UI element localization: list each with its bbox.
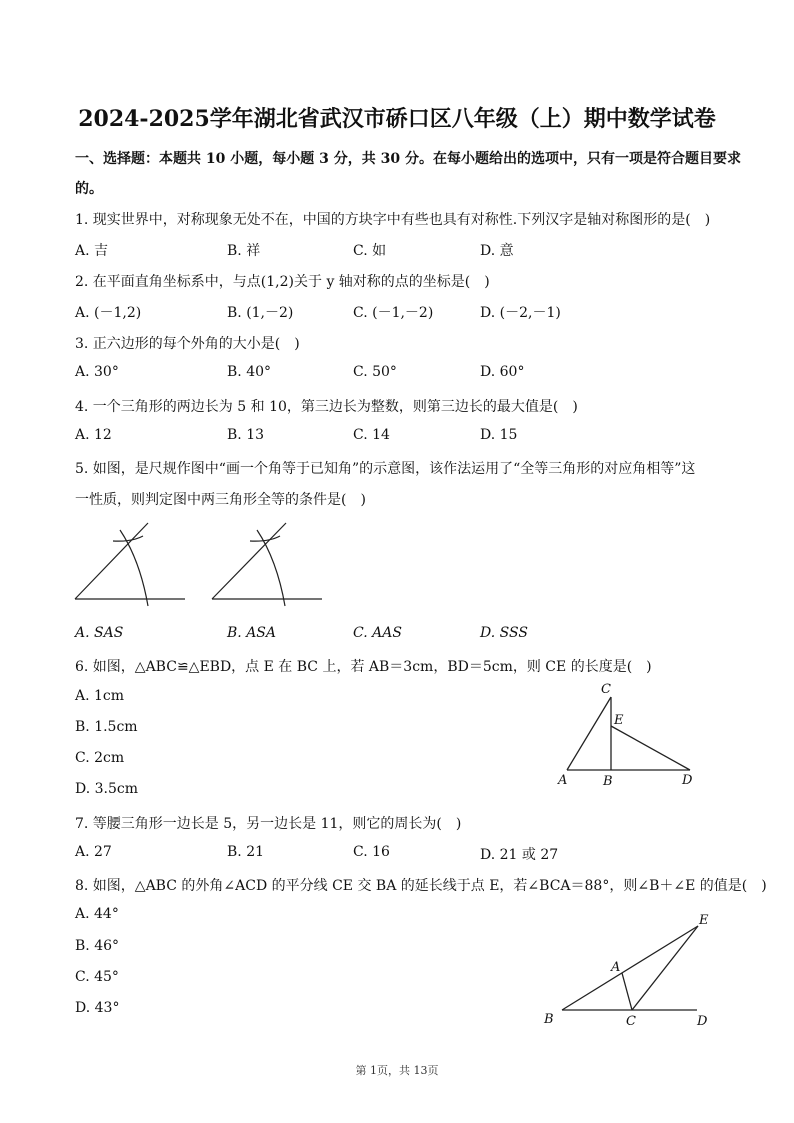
q6-option-c: C. 2cm	[75, 750, 125, 766]
question-5-stem: 5. 如图，是尺规作图中“画一个角等于已知角”的示意图，该作法运用了“全等三角形的对应角相等”这	[75, 461, 696, 477]
question-6-stem: 6. 如图，△ABC≌△EBD，点 E 在 BC 上，若 AB＝3cm，BD＝5cm，则 CE 的长度是( )	[75, 659, 652, 675]
q1-option-a: A. 吉	[75, 243, 109, 259]
q1-option-d: D. 意	[480, 243, 514, 259]
q8-option-a: A. 44°	[75, 906, 119, 922]
question-7-stem: 7. 等腰三角形一边长是 5，另一边长是 11，则它的周长为( )	[75, 816, 462, 832]
q6-label-e: E	[614, 713, 624, 728]
q3-option-c: C. 50°	[353, 364, 397, 380]
q6-option-b: B. 1.5cm	[75, 719, 138, 735]
q8-label-d: D	[697, 1014, 708, 1029]
q3-option-a: A. 30°	[75, 364, 119, 380]
q2-option-c: C. (－1,－2)	[353, 305, 434, 321]
q6-label-c: C	[601, 682, 611, 697]
q4-option-a: A. 12	[75, 427, 112, 443]
question-3-stem: 3. 正六边形的每个外角的大小是( )	[75, 336, 300, 352]
q7-option-d: D. 21 或 27	[480, 847, 559, 863]
q1-option-c: C. 如	[353, 243, 387, 259]
q2-option-b: B. (1,－2)	[227, 305, 294, 321]
q3-option-b: B. 40°	[227, 364, 272, 380]
q8-option-b: B. 46°	[75, 938, 120, 954]
q4-option-d: D. 15	[480, 427, 518, 443]
q6-option-d: D. 3.5cm	[75, 781, 139, 797]
section-heading: 一、选择题：本题共 10 小题，每小题 3 分，共 30 分。在每小题给出的选项中，只有一项是符合题目要求	[75, 151, 741, 167]
q8-segment-be	[562, 926, 698, 1010]
q8-option-d: D. 43°	[75, 1000, 120, 1016]
q6-label-d: D	[682, 773, 693, 788]
q2-option-d: D. (－2,－1)	[480, 305, 561, 321]
q8-label-b: B	[544, 1012, 554, 1027]
page-footer: 第 1页，共 13页	[355, 1064, 439, 1077]
page-title: 2024-2025学年湖北省武汉市硚口区八年级（上）期中数学试卷	[78, 106, 716, 132]
section-heading-continued: 的。	[75, 181, 103, 197]
q8-label-a: A	[611, 960, 621, 975]
q4-option-c: C. 14	[353, 427, 390, 443]
q2-option-a: A. (－1,2)	[75, 305, 142, 321]
q6-option-a: A. 1cm	[75, 688, 125, 704]
q8-label-c: C	[626, 1014, 636, 1029]
q7-option-b: B. 21	[227, 844, 265, 860]
q7-option-a: A. 27	[75, 844, 112, 860]
q8-segment-ce	[632, 926, 698, 1010]
q1-option-b: B. 祥	[227, 243, 261, 259]
q5-option-b: B. ASA	[227, 625, 276, 641]
question-1-stem: 1. 现实世界中，对称现象无处不在，中国的方块字中有些也具有对称性.下列汉字是轴对称图形的是( )	[75, 212, 711, 228]
q5-option-a: A. SAS	[75, 625, 124, 641]
q5-option-d: D. SSS	[480, 625, 528, 641]
q8-label-e: E	[699, 913, 709, 928]
q3-option-d: D. 60°	[480, 364, 525, 380]
q4-option-b: B. 13	[227, 427, 265, 443]
q7-option-c: C. 16	[353, 844, 390, 860]
question-2-stem: 2. 在平面直角坐标系中，与点(1,2)关于 y 轴对称的点的坐标是( )	[75, 274, 490, 290]
question-5-stem-continued: 一性质，则判定图中两三角形全等的条件是( )	[75, 492, 366, 508]
q8-option-c: C. 45°	[75, 969, 119, 985]
q6-label-b: B	[603, 774, 613, 789]
q8-segment-ac	[622, 973, 632, 1010]
question-8-stem: 8. 如图，△ABC 的外角∠ACD 的平分线 CE 交 BA 的延长线于点 E，若∠BCA＝88°，则∠B＋∠E 的值是( )	[75, 878, 767, 894]
question-4-stem: 4. 一个三角形的两边长为 5 和 10，第三边长为整数，则第三边长的最大值是( )	[75, 399, 578, 415]
q6-label-a: A	[558, 773, 568, 788]
q5-option-c: C. AAS	[353, 625, 402, 641]
